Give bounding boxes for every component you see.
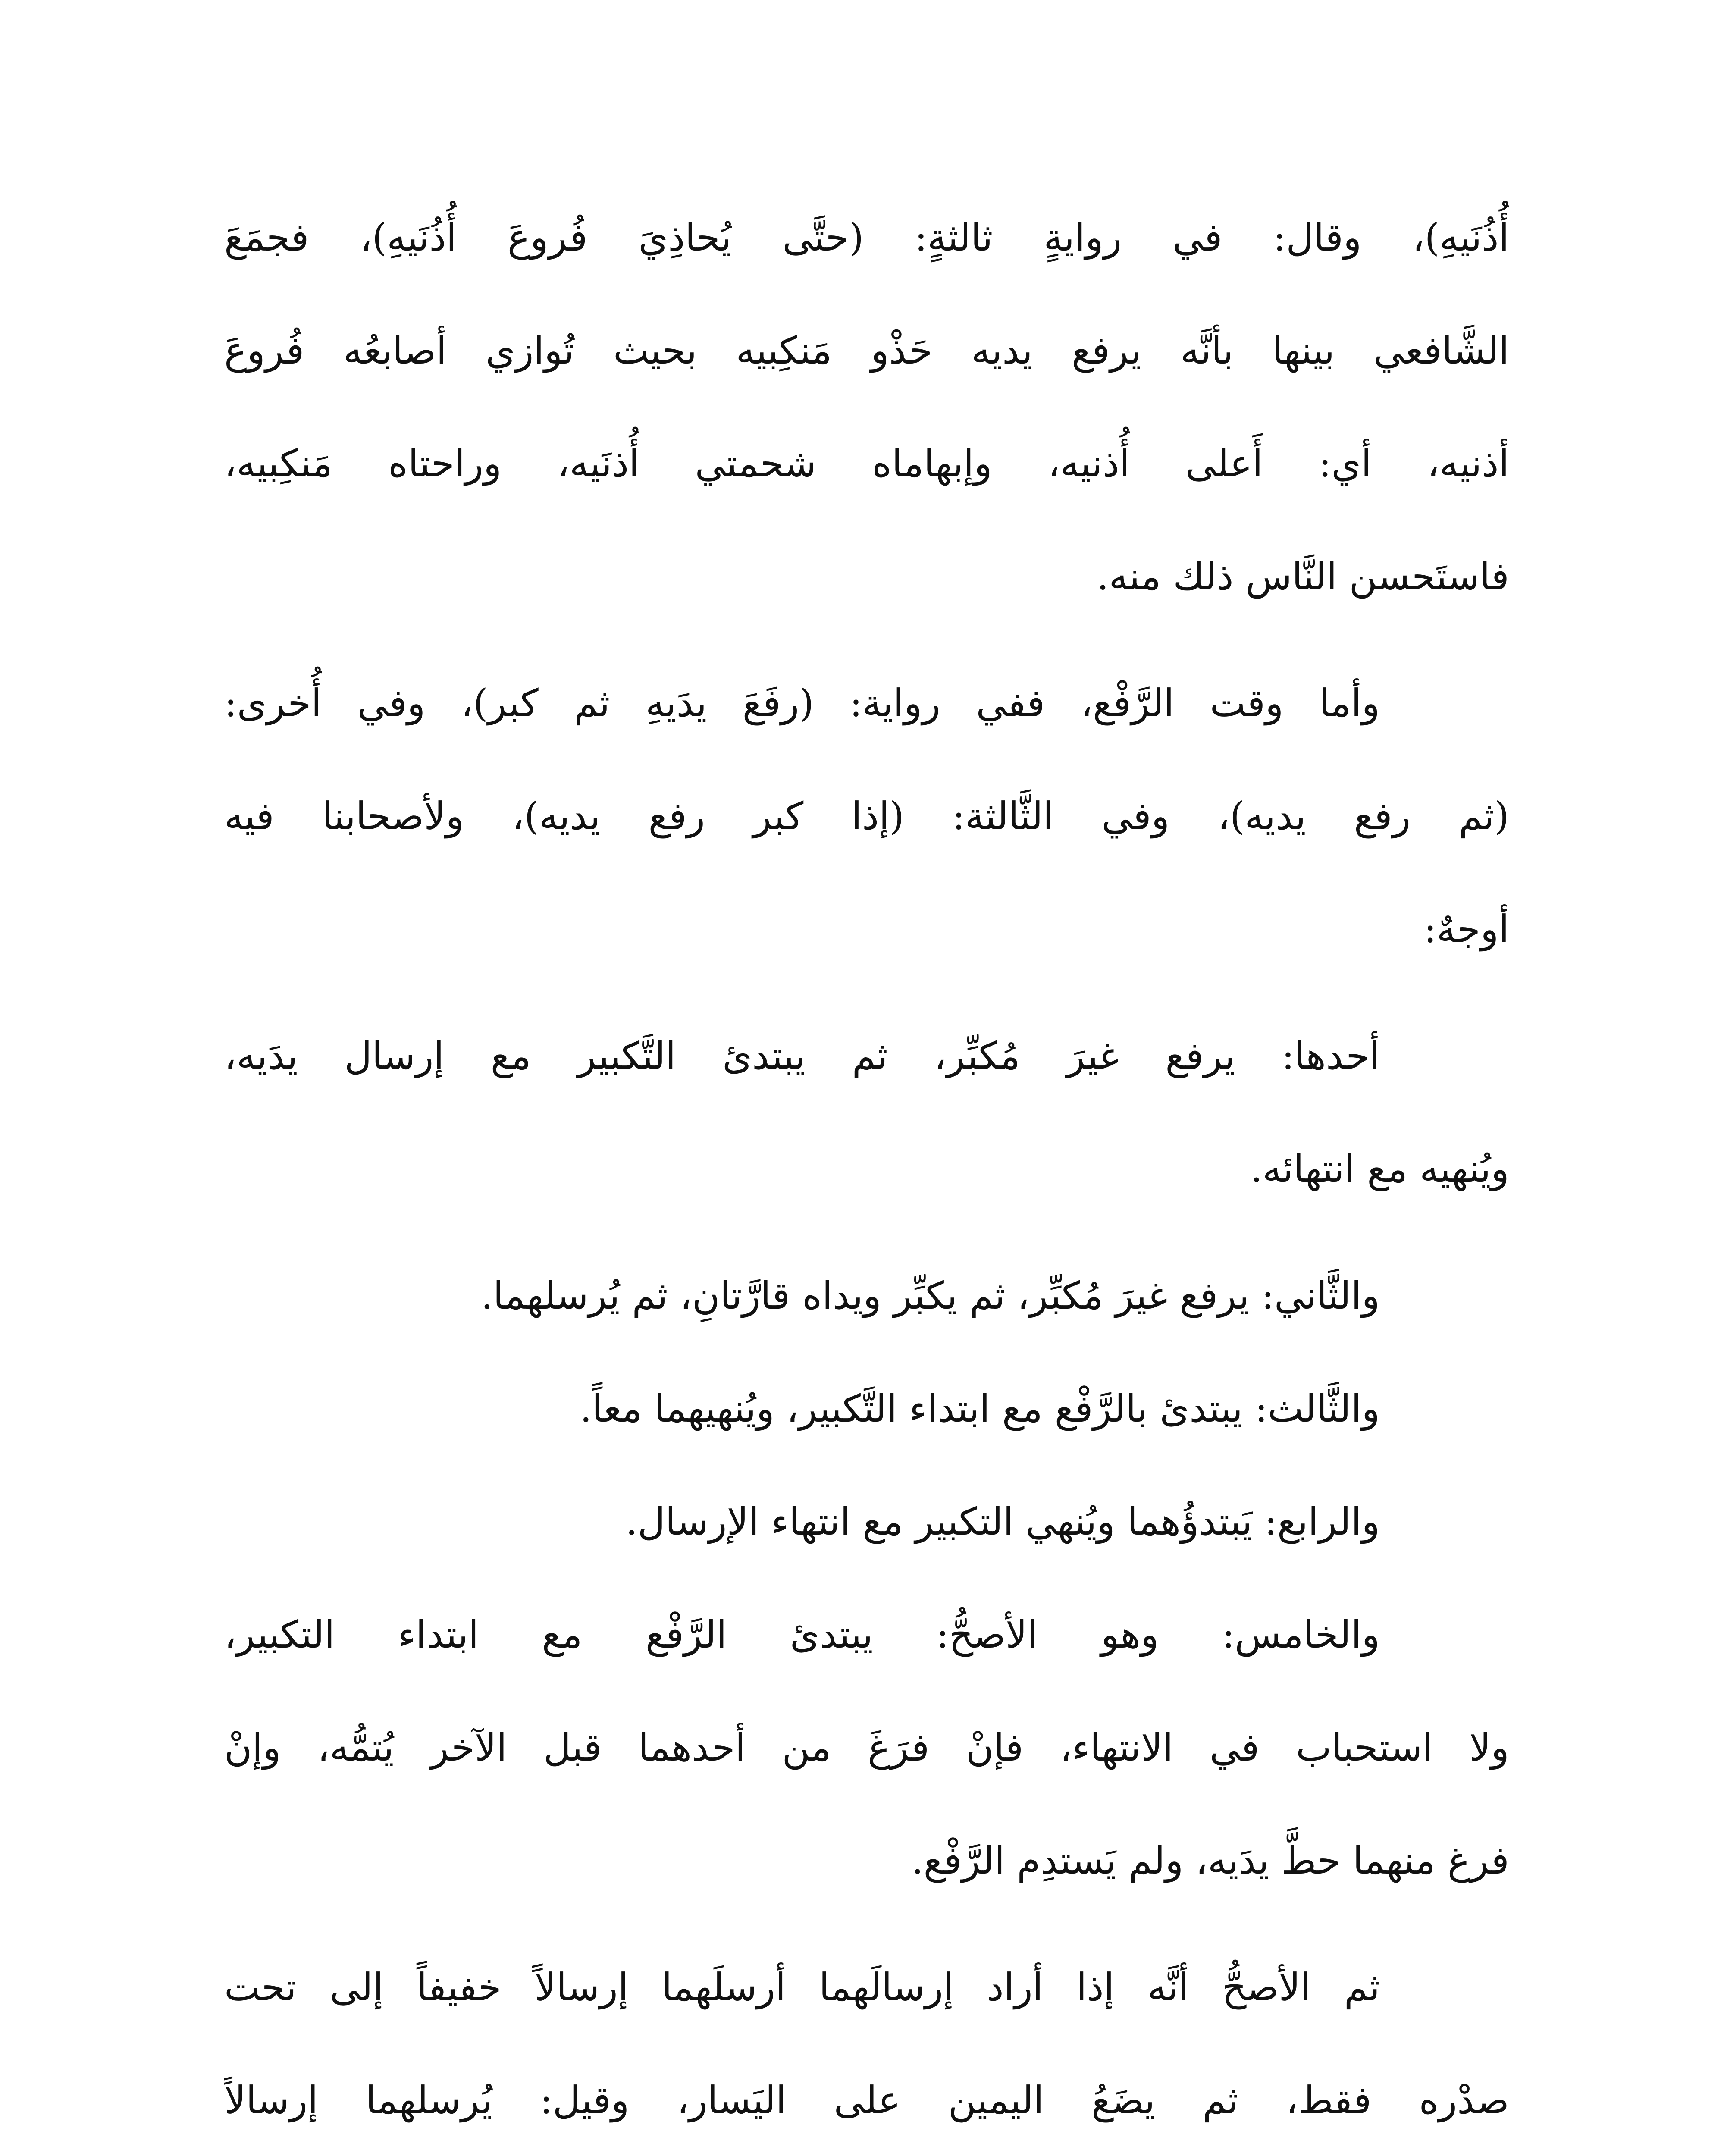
text-line: والرابع: يَبتدؤُهما ويُنهي التكبير مع انتهاء الإرسال.: [625, 1499, 1380, 1544]
text-line: ويُنهيه مع انتهائه.: [1250, 1147, 1509, 1191]
text-line: فاستَحسن النَّاس ذلك منه.: [1097, 554, 1509, 599]
text-line: الشَّافعي بينها بأنَّه يرفع يديه حَذْو مَنكِبيه بحيث تُوازي أصابعُه فُروعَ: [224, 328, 1509, 373]
text-line: فرغ منهما حطَّ يدَيه، ولم يَستدِم الرَّفْع.: [911, 1838, 1509, 1883]
text-line: والخامس: وهو الأصحُّ: يبتدئ الرَّفْع مع ابتداء التكبير،: [224, 1612, 1380, 1657]
text-line: ثم الأصحُّ أنَّه إذا أراد إرسالَهما أرسلَهما إرسالاً خفيفاً إلى تحت: [224, 1965, 1380, 2009]
text-line: ولا استحباب في الانتهاء، فإنْ فرَغَ من أحدهما قبل الآخر يُتمُّه، وإنْ: [224, 1725, 1509, 1770]
text-line: أحدها: يرفع غيرَ مُكبِّر، ثم يبتدئ التَّكبير مع إرسال يدَيه،: [224, 1034, 1380, 1078]
text-line: أُذُنَيهِ)، وقال: في روايةٍ ثالثةٍ: (حتَّى يُحاذِيَ فُروعَ أُذُنَيهِ)، فجمَعَ: [224, 215, 1509, 260]
text-line: والثَّاني: يرفع غيرَ مُكبِّر، ثم يكبِّر ويداه قارَّتانِ، ثم يُرسلهما.: [481, 1273, 1380, 1318]
text-line: أذنيه، أي: أَعلى أُذنيه، وإبهاماه شحمتي أُذنَيه، وراحتاه مَنكِبيه،: [224, 441, 1509, 486]
text-line: وأما وقت الرَّفْع، ففي رواية: (رفَعَ يدَيهِ ثم كبر)، وفي أُخرى:: [224, 681, 1380, 725]
body-text: [224, 181, 1509, 2156]
text-line: (ثم رفع يديه)، وفي الثَّالثة: (إذا كبر رفع يديه)، ولأصحابنا فيه: [224, 794, 1509, 838]
text-line: والثَّالث: يبتدئ بالرَّفْع مع ابتداء التَّكبير، ويُنهيهما معاً.: [580, 1386, 1380, 1431]
text-line: صدْره فقط، ثم يضَعُ اليمين على اليَسار، وقيل: يُرسلهما إرسالاً: [224, 2078, 1509, 2122]
text-line: أوجهٌ:: [1423, 907, 1509, 951]
